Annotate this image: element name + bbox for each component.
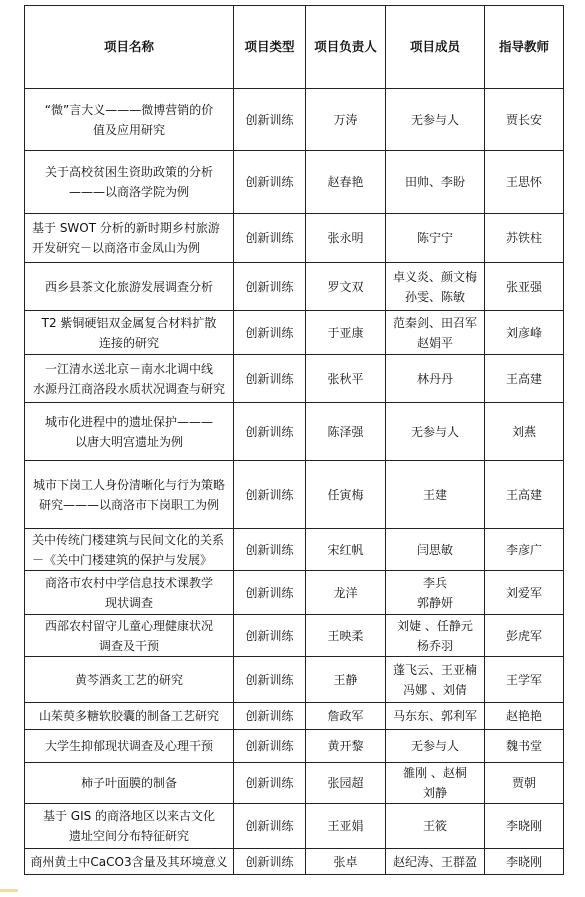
project-leader-cell: 张永明 xyxy=(306,214,386,263)
project-name-cell-line: 西乡县茶文化旅游发展调查分析 xyxy=(44,279,213,294)
advisor-cell: 李晓刚 xyxy=(485,849,564,875)
table-row xyxy=(25,151,564,214)
project-type-cell: 创新训练 xyxy=(234,263,306,311)
advisor-cell: 李晓刚 xyxy=(485,804,564,849)
table-row xyxy=(25,703,564,730)
project-members-cell-line: 刘婕 、任静元 xyxy=(397,618,473,633)
project-leader-cell: 宋红帆 xyxy=(306,529,386,571)
project-name-cell-line: 西部农村留守儿童心理健康状况 xyxy=(44,618,213,633)
project-members-cell xyxy=(386,615,485,657)
project-members-cell xyxy=(386,214,485,263)
header-project-leader: 项目负责人 xyxy=(306,6,386,89)
project-members-cell-line: 王建 xyxy=(422,487,447,502)
advisor-cell: 刘燕 xyxy=(485,403,564,461)
project-type-cell: 创新训练 xyxy=(234,89,306,151)
project-name-cell-line: T2 紫铜硬铝双金属复合材料扩散 xyxy=(41,315,217,330)
project-name-cell xyxy=(25,849,234,875)
project-members-cell-line: 王筱 xyxy=(422,819,447,833)
header-project-name: 项目名称 xyxy=(25,6,234,89)
table-row xyxy=(25,214,564,263)
header-project-type: 项目类型 xyxy=(234,6,306,89)
project-members-cell xyxy=(386,461,485,529)
advisor-cell: 王学军 xyxy=(485,657,564,703)
advisor-cell: 彭虎军 xyxy=(485,615,564,657)
table-row xyxy=(25,311,564,355)
advisor-cell: 苏铁柱 xyxy=(485,214,564,263)
project-name-cell-line: 调查及干预 xyxy=(98,638,159,653)
project-members-cell xyxy=(386,151,485,214)
advisor-cell: 王高建 xyxy=(485,461,564,529)
project-name-cell xyxy=(25,403,234,461)
header-advisor: 指导教师 xyxy=(485,6,564,89)
project-name-cell xyxy=(25,529,234,571)
advisor-cell: 刘彦峰 xyxy=(485,311,564,355)
project-name-cell xyxy=(25,615,234,657)
project-name-cell-line: 大学生抑郁现状调查及心理干预 xyxy=(44,739,213,753)
project-name-cell xyxy=(25,571,234,615)
project-name-cell-line: 城市下岗工人身份清晰化与行为策略 xyxy=(32,477,225,492)
project-members-cell-line: 闫思敏 xyxy=(416,542,453,557)
project-members-cell xyxy=(386,571,485,615)
advisor-cell: 贾长安 xyxy=(485,89,564,151)
project-name-cell-line: 关中传统门楼建筑与民间文化的关系 xyxy=(32,532,225,547)
project-leader-cell: 王映柔 xyxy=(306,615,386,657)
project-name-cell-line: 关于高校贫困生资助政策的分析 xyxy=(44,165,213,179)
project-name-cell-line: ———以商洛学院为例 xyxy=(68,185,189,199)
table-row xyxy=(25,849,564,875)
table-row xyxy=(25,730,564,763)
project-members-cell-line: 李兵 xyxy=(422,575,447,590)
table-row xyxy=(25,615,564,657)
project-members-cell xyxy=(386,403,485,461)
project-leader-cell: 张卓 xyxy=(306,849,386,875)
project-type-cell: 创新训练 xyxy=(234,849,306,875)
project-members-cell-line: 田帅、李盼 xyxy=(404,175,465,189)
project-name-cell xyxy=(25,657,234,703)
project-members-cell-line: 范秦剑、田召军 xyxy=(392,315,477,330)
project-leader-cell: 王静 xyxy=(306,657,386,703)
project-name-cell xyxy=(25,151,234,214)
header-row xyxy=(25,6,564,89)
project-type-cell: 创新训练 xyxy=(234,461,306,529)
project-type-cell: 创新训练 xyxy=(234,529,306,571)
project-type-cell: 创新训练 xyxy=(234,403,306,461)
project-type-cell: 创新训练 xyxy=(234,571,306,615)
project-name-cell-line: －《关中门楼建筑的保护与发展》 xyxy=(32,552,213,567)
project-name-cell xyxy=(25,355,234,403)
table-row xyxy=(25,571,564,615)
project-type-cell: 创新训练 xyxy=(234,763,306,804)
project-members-cell xyxy=(386,89,485,151)
advisor-cell: 贾朝 xyxy=(485,763,564,804)
project-name-cell-line: 商州黄土中CaCO3含量及其环境意义 xyxy=(30,854,228,869)
project-name-cell-line: 水源丹江商洛段水质状况调查与研究 xyxy=(32,381,225,396)
project-name-cell-line: “微”言大义———微博营销的价 xyxy=(44,102,214,117)
project-members-cell-line: 林丹丹 xyxy=(416,371,453,386)
table-row xyxy=(25,403,564,461)
header-project-members: 项目成员 xyxy=(386,6,485,89)
project-members-cell-line: 无参与人 xyxy=(410,739,459,753)
project-members-cell xyxy=(386,730,485,763)
advisor-cell: 刘爱军 xyxy=(485,571,564,615)
project-name-cell-line: 遗址空间分布特征研究 xyxy=(68,829,189,843)
project-leader-cell: 罗文双 xyxy=(306,263,386,311)
project-name-cell xyxy=(25,461,234,529)
project-type-cell: 创新训练 xyxy=(234,730,306,763)
advisor-cell: 魏书堂 xyxy=(485,730,564,763)
project-members-cell-line: 孙雯、陈敏 xyxy=(404,289,465,304)
project-leader-cell: 张秋平 xyxy=(306,355,386,403)
project-name-cell-line: 柿子叶面膜的制备 xyxy=(80,776,177,790)
project-members-cell-line: 卓义炎、颜文梅 xyxy=(392,269,477,284)
table-row xyxy=(25,461,564,529)
project-members-cell-line: 蓬飞云、王亚楠 xyxy=(392,662,477,677)
project-leader-cell: 任寅梅 xyxy=(306,461,386,529)
project-name-cell-line: 商洛市农村中学信息技术课教学 xyxy=(44,575,213,590)
project-name-cell-line: 山茱萸多糖软胶囊的制备工艺研究 xyxy=(38,709,219,723)
project-name-cell xyxy=(25,703,234,730)
project-leader-cell: 龙洋 xyxy=(306,571,386,615)
table-row xyxy=(25,657,564,703)
project-name-cell xyxy=(25,804,234,849)
advisor-cell: 赵艳艳 xyxy=(485,703,564,730)
project-members-cell xyxy=(386,657,485,703)
project-leader-cell: 赵春艳 xyxy=(306,151,386,214)
project-members-cell xyxy=(386,529,485,571)
project-name-cell-line: 开发研究－以商洛市金凤山为例 xyxy=(32,241,201,255)
project-members-cell-line: 赵娟平 xyxy=(416,335,453,350)
project-type-cell: 创新训练 xyxy=(234,151,306,214)
project-name-cell-line: 以唐大明宫遗址为例 xyxy=(74,434,183,449)
project-members-cell-line: 冯娜 、刘倩 xyxy=(403,682,467,697)
project-type-cell: 创新训练 xyxy=(234,657,306,703)
project-name-cell xyxy=(25,763,234,804)
table-row xyxy=(25,263,564,311)
table-row xyxy=(25,804,564,849)
advisor-cell: 李彦广 xyxy=(485,529,564,571)
project-leader-cell: 于亚康 xyxy=(306,311,386,355)
project-name-cell-line: 基于 GIS 的商洛地区以来古文化 xyxy=(42,809,216,823)
project-name-cell-line: 研究———以商洛市下岗职工为例 xyxy=(38,497,219,512)
table-row xyxy=(25,529,564,571)
project-members-cell xyxy=(386,703,485,730)
project-name-cell-line: 一江清水送北京－南水北调中线 xyxy=(44,361,213,376)
project-members-cell xyxy=(386,849,485,875)
project-members-cell-line: 杨乔羽 xyxy=(416,638,453,653)
project-type-cell: 创新训练 xyxy=(234,355,306,403)
project-type-cell: 创新训练 xyxy=(234,214,306,263)
table-row xyxy=(25,763,564,804)
project-members-cell-line: 刘静 xyxy=(422,786,447,800)
project-name-cell-line: 值及应用研究 xyxy=(92,122,165,137)
project-members-cell xyxy=(386,804,485,849)
project-members-cell xyxy=(386,311,485,355)
project-type-cell: 创新训练 xyxy=(234,703,306,730)
project-members-cell-line: 马东东、郭利军 xyxy=(392,709,477,723)
project-members-cell-line: 赵纪涛、王群盈 xyxy=(392,854,477,869)
project-leader-cell: 黄开黎 xyxy=(306,730,386,763)
project-name-cell xyxy=(25,214,234,263)
project-members-cell-line: 郭静妍 xyxy=(416,595,453,610)
project-leader-cell: 詹政军 xyxy=(306,703,386,730)
project-members-cell xyxy=(386,763,485,804)
advisor-cell: 王高建 xyxy=(485,355,564,403)
project-name-cell-line: 现状调查 xyxy=(104,595,153,610)
advisor-cell: 张亚强 xyxy=(485,263,564,311)
advisor-cell: 王思怀 xyxy=(485,151,564,214)
project-members-cell-line: 无参与人 xyxy=(410,112,459,127)
project-leader-cell: 陈泽强 xyxy=(306,403,386,461)
project-type-cell: 创新训练 xyxy=(234,615,306,657)
projects-table xyxy=(24,5,564,875)
table-row xyxy=(25,355,564,403)
project-name-cell xyxy=(25,311,234,355)
project-members-cell-line: 陈宁宁 xyxy=(416,231,453,245)
project-type-cell: 创新训练 xyxy=(234,311,306,355)
project-name-cell-line: 黄芩酒炙工艺的研究 xyxy=(74,672,183,687)
project-name-cell-line: 基于 SWOT 分析的新时期乡村旅游 xyxy=(32,221,220,235)
project-type-cell: 创新训练 xyxy=(234,804,306,849)
project-members-cell xyxy=(386,355,485,403)
project-name-cell xyxy=(25,730,234,763)
project-leader-cell: 王亚娟 xyxy=(306,804,386,849)
project-name-cell xyxy=(25,89,234,151)
project-leader-cell: 张园超 xyxy=(306,763,386,804)
project-name-cell-line: 连接的研究 xyxy=(98,335,159,350)
project-members-cell-line: 雒刚 、赵桐 xyxy=(403,766,467,780)
table-row xyxy=(25,89,564,151)
project-members-cell-line: 无参与人 xyxy=(410,424,459,439)
project-leader-cell: 万涛 xyxy=(306,89,386,151)
project-name-cell xyxy=(25,263,234,311)
project-name-cell-line: 城市化进程中的遗址保护——— xyxy=(44,414,213,429)
project-members-cell xyxy=(386,263,485,311)
corner-mark xyxy=(0,889,18,892)
